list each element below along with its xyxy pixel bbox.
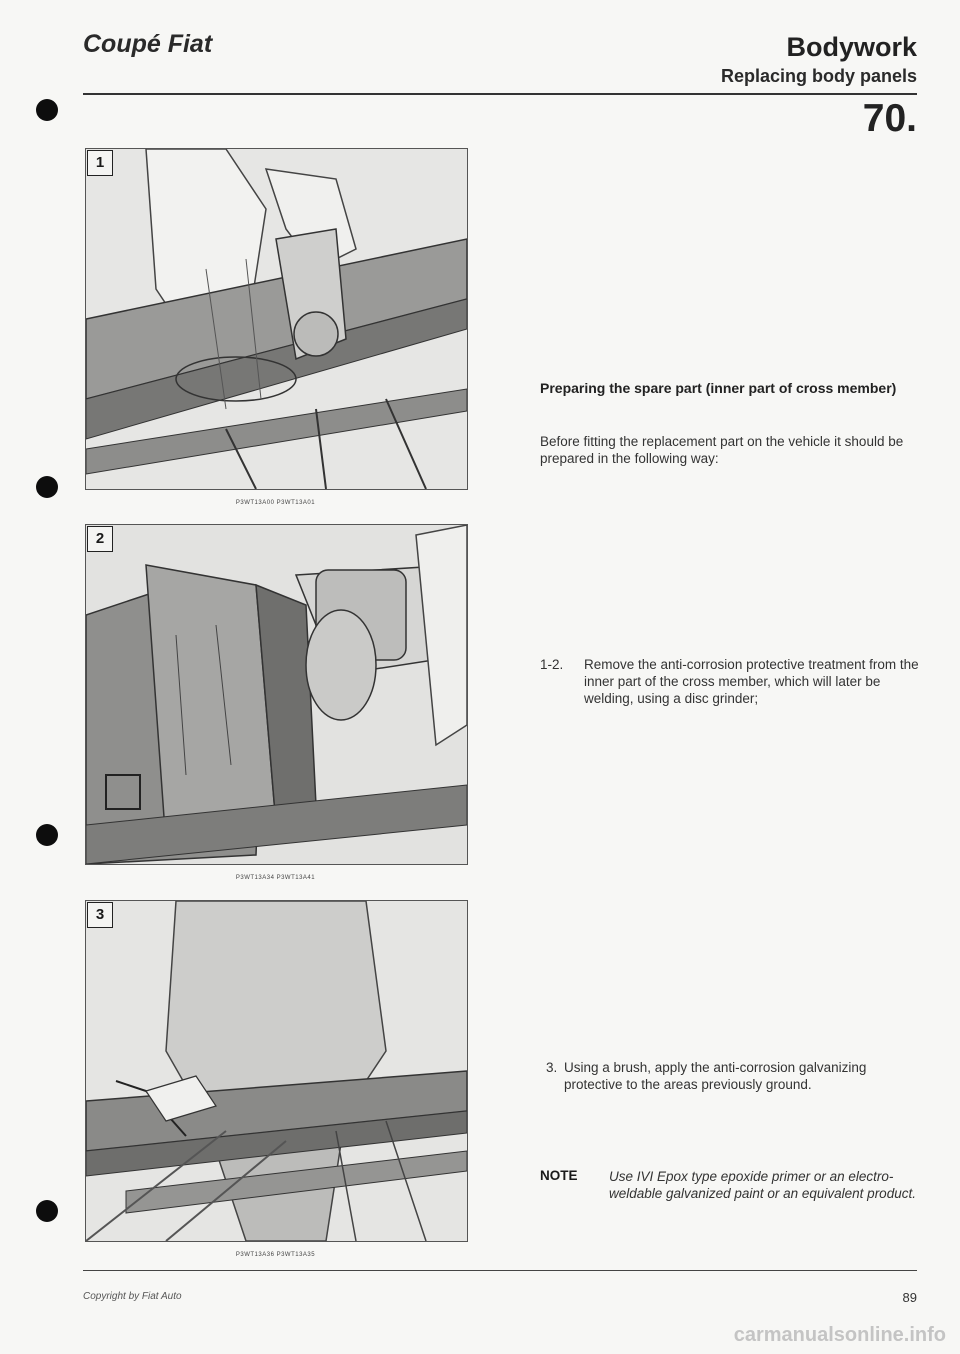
punch-hole: [36, 824, 58, 846]
copyright-text: Copyright by Fiat Auto: [83, 1291, 182, 1302]
figure-3-illustration: [85, 900, 468, 1242]
figure-2-illustration: [85, 524, 468, 865]
punch-hole: [36, 99, 58, 121]
section-title: Bodywork: [786, 32, 917, 62]
page-number: 89: [902, 1290, 917, 1305]
watermark-text: carmanualsonline.info: [733, 1324, 946, 1346]
section-heading: Preparing the spare part (inner part of cross member): [540, 380, 897, 396]
step-text: Remove the anti-corrosion protective treatment from the inner part of the cross member, which will later be welding, using a disc grinder;: [584, 657, 919, 706]
step-text: Using a brush, apply the anti-corrosion galvanizing protective to the areas previously ground.: [564, 1060, 867, 1092]
subsection-title: Replacing body panels: [720, 66, 917, 86]
intro-paragraph: Before fitting the replacement part on the vehicle it should be prepared in the following way:: [540, 434, 904, 466]
step-number: 3.: [546, 1060, 558, 1075]
note-label: NOTE: [540, 1168, 578, 1183]
brand-title: Coupé Fiat: [83, 30, 213, 58]
figure-code: P3WT13A00 P3WT13A01: [235, 500, 316, 506]
figure-1-illustration: [85, 148, 468, 490]
header-rule: [83, 93, 917, 95]
note-block: [540, 1168, 920, 1202]
note-text: Use IVI Epox type epoxide primer or an electro-weldable galvanized paint or an equivalent product.: [609, 1169, 916, 1201]
page-code: 70.: [862, 97, 917, 140]
figure-number: 1: [87, 150, 113, 176]
figure-code: P3WT13A36 P3WT13A35: [235, 1252, 316, 1258]
figure-number: 2: [87, 526, 113, 552]
step-item: [540, 1059, 920, 1093]
step-item: [540, 656, 920, 707]
footer-rule: [83, 1270, 917, 1271]
figure-code: P3WT13A34 P3WT13A41: [235, 875, 316, 881]
figure-number: 3: [87, 902, 113, 928]
step-number: 1-2.: [540, 657, 564, 672]
punch-hole: [36, 1200, 58, 1222]
punch-hole: [36, 476, 58, 498]
